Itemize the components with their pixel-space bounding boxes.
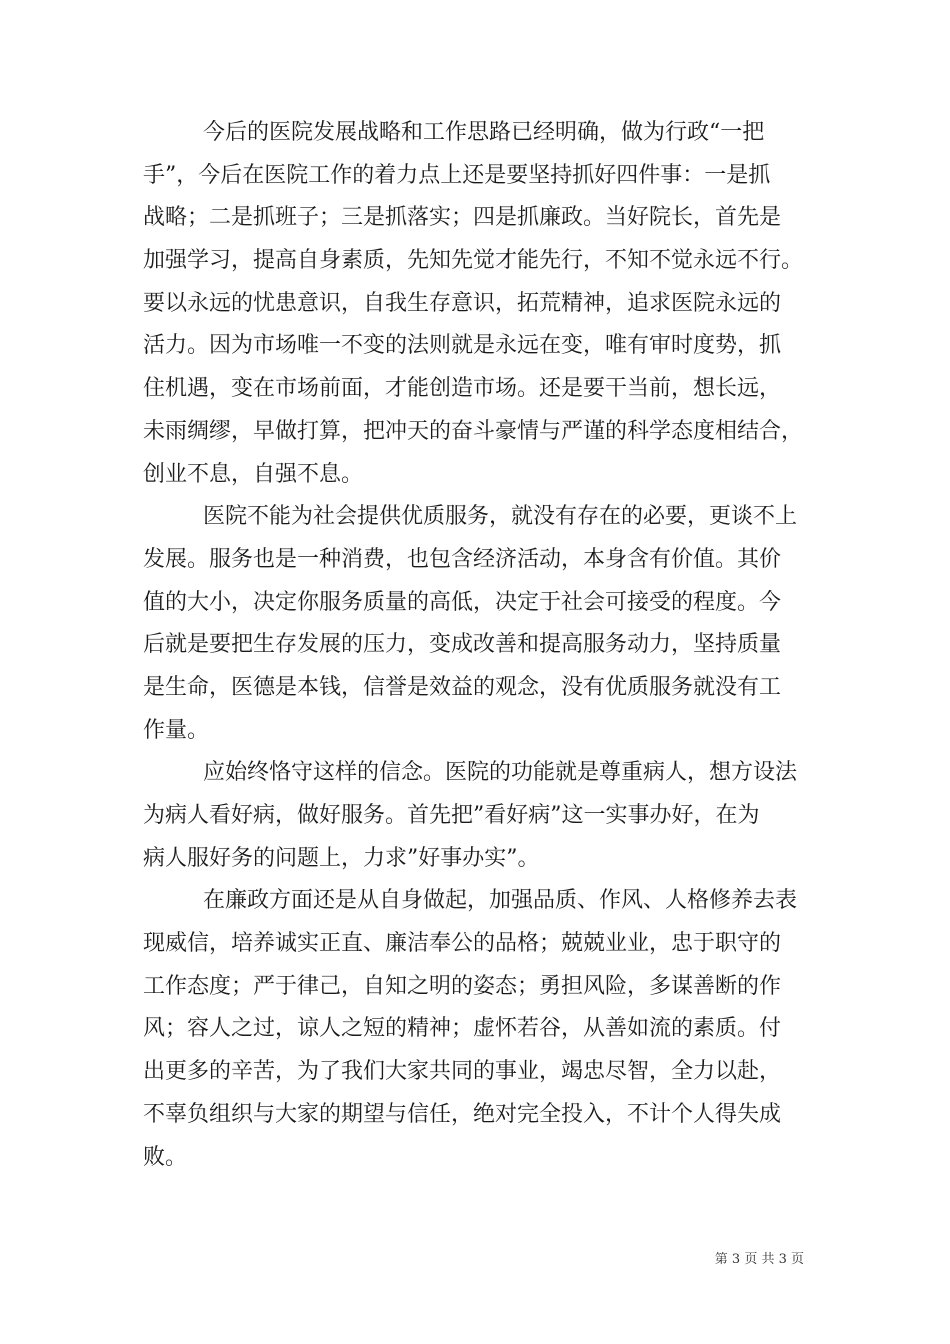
text-line: 病人服好务的问题上，力求”好事办实”。 (143, 845, 540, 871)
text-line: 出更多的辛苦，为了我们大家共同的事业，竭忠尽智，全力以赴， (143, 1059, 782, 1085)
text-line: 值的大小，决定你服务质量的高低，决定于社会可接受的程度。今 (143, 589, 782, 615)
document-body (143, 112, 819, 1179)
text-line: 战略；二是抓班子；三是抓落实；四是抓廉政。当好院长，首先是 (143, 205, 782, 231)
text-line: 加强学习，提高自身素质，先知先觉才能先行，不知不觉永远不行。 (143, 248, 804, 274)
text-line: 要以永远的忧患意识，自我生存意识，拓荒精神，追求医院永远的 (143, 290, 782, 316)
text-line: 风；容人之过，谅人之短的精神；虚怀若谷，从善如流的素质。付 (143, 1016, 782, 1042)
text-line: 发展。服务也是一种消费，也包含经济活动，本身含有价值。其价 (143, 546, 782, 572)
text-line: 医院不能为社会提供优质服务，就没有存在的必要，更谈不上 (203, 504, 798, 530)
text-line: 在廉政方面还是从自身做起，加强品质、作风、人格修养去表 (203, 888, 798, 914)
text-line: 工作态度；严于律己，自知之明的姿态；勇担风险，多谋善断的作 (143, 973, 782, 999)
text-line: 创业不息，自强不息。 (143, 461, 364, 487)
text-line: 为病人看好病，做好服务。首先把”看好病”这一实事办好，在为 (143, 803, 760, 828)
text-line: 今后的医院发展战略和工作思路已经明确，做为行政“一把 (203, 120, 765, 145)
paragraph-4 (143, 880, 819, 1179)
text-line: 现威信，培养诚实正直、廉洁奉公的品格；兢兢业业，忠于职守的 (143, 931, 782, 957)
paragraph-3 (143, 752, 819, 880)
text-line: 败。 (143, 1144, 188, 1170)
paragraph-1 (143, 112, 819, 496)
text-line: 未雨绸缪，早做打算，把冲天的奋斗豪情与严谨的科学态度相结合， (143, 418, 804, 444)
text-line: 应始终恪守这样的信念。医院的功能就是尊重病人，想方设法 (203, 760, 798, 786)
text-line: 住机遇，变在市场前面，才能创造市场。还是要干当前，想长远， (143, 376, 782, 402)
text-line: 是生命，医德是本钱，信誉是效益的观念，没有优质服务就没有工 (143, 674, 782, 700)
text-line: 活力。因为市场唯一不变的法则就是永远在变，唯有审时度势，抓 (143, 333, 782, 359)
paragraph-2 (143, 496, 819, 752)
text-line: 作量。 (143, 717, 210, 743)
text-line: 手”，今后在医院工作的着力点上还是要坚持抓好四件事：一是抓 (143, 162, 771, 188)
page-number: 第 3 页 共 3 页 (714, 1252, 804, 1267)
text-line: 不辜负组织与大家的期望与信任，绝对完全投入，不计个人得失成 (143, 1101, 782, 1127)
text-line: 后就是要把生存发展的压力，变成改善和提高服务动力，坚持质量 (143, 632, 782, 658)
